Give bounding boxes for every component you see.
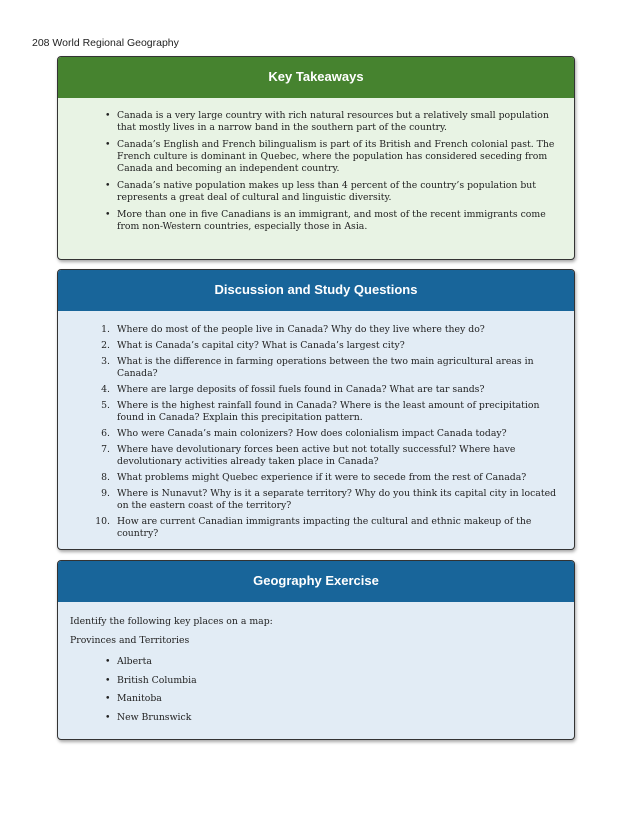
discussion-title: Discussion and Study Questions xyxy=(57,269,575,311)
list-item xyxy=(58,444,574,468)
list-item: • Alberta xyxy=(58,656,574,668)
item-number: 8. xyxy=(101,471,110,483)
running-head: 208 World Regional Geography xyxy=(32,37,179,49)
list-item xyxy=(58,472,574,484)
item-text: Where have devolutionary forces been active but not totally successful? Where have devolutionary activities already taken place in Canada? xyxy=(117,443,516,467)
exercise-intro: Identify the following key places on a map: xyxy=(70,616,273,627)
list-item xyxy=(58,340,574,352)
item-text: Where is the highest rainfall found in Canada? Where is the least amount of precipitation found in Canada? Explain this precipitation pattern. xyxy=(117,399,540,423)
item-text: What problems might Quebec experience if it were to secede from the rest of Canada? xyxy=(117,471,527,483)
item-number: 2. xyxy=(101,339,110,351)
item-text: Who were Canada’s main colonizers? How does colonialism impact Canada today? xyxy=(117,427,507,439)
geography-exercise-box xyxy=(57,560,575,740)
list-item: • Canada’s English and French bilingualism is part of its British and French colonial past. The French culture is dominant in Quebec, where the population has considered seceding from Canada and becoming an independent country. xyxy=(58,139,574,176)
item-text: Where is Nunavut? Why is it a separate territory? Why do you think its capital city in located on the eastern coast of the territory? xyxy=(117,487,557,511)
item-text: Where do most of the people live in Canada? Why do they live where they do? xyxy=(117,324,485,335)
list-item xyxy=(58,428,574,440)
item-text: What is Canada’s capital city? What is Canada’s largest city? xyxy=(117,339,405,351)
item-text: Where are large deposits of fossil fuels found in Canada? What are tar sands? xyxy=(117,383,485,395)
key-takeaways-list xyxy=(58,110,574,233)
provinces-list xyxy=(58,656,574,724)
item-number: 4. xyxy=(101,383,110,395)
list-item xyxy=(58,384,574,396)
list-item: • British Columbia xyxy=(58,675,574,687)
exercise-subhead: Provinces and Territories xyxy=(70,635,190,647)
item-number: 6. xyxy=(101,427,110,439)
list-item xyxy=(58,400,574,424)
geography-exercise-title: Geography Exercise xyxy=(57,560,575,602)
item-text: What is the difference in farming operations between the two main agricultural areas in Canada? xyxy=(117,355,534,379)
list-item: • Canada’s native population makes up less than 4 percent of the country’s population but represents a great deal of cultural and linguistic diversity. xyxy=(58,180,574,204)
list-item: • More than one in five Canadians is an immigrant, and most of the recent immigrants come from non-Western countries, especially those in Asia. xyxy=(58,209,574,233)
list-item xyxy=(58,356,574,380)
list-item: • New Brunswick xyxy=(58,712,574,724)
item-number: 5. xyxy=(101,399,110,411)
list-item: • Manitoba xyxy=(58,693,574,705)
discussion-list xyxy=(58,324,574,540)
item-number: 3. xyxy=(101,355,110,367)
key-takeaways-box xyxy=(57,56,575,260)
list-item xyxy=(58,324,574,336)
item-number: 7. xyxy=(101,443,110,455)
list-item: • Canada is a very large country with rich natural resources but a relatively small population that mostly lives in a narrow band in the southern part of the country. xyxy=(58,110,574,134)
list-item xyxy=(58,488,574,512)
item-number: 9. xyxy=(101,487,110,499)
discussion-box xyxy=(57,269,575,550)
item-text: How are current Canadian immigrants impacting the cultural and ethnic makeup of the country? xyxy=(117,515,532,540)
key-takeaways-title: Key Takeaways xyxy=(57,56,575,98)
item-number: 1. xyxy=(101,324,110,335)
list-item xyxy=(58,516,574,540)
item-number: 10. xyxy=(95,515,110,527)
